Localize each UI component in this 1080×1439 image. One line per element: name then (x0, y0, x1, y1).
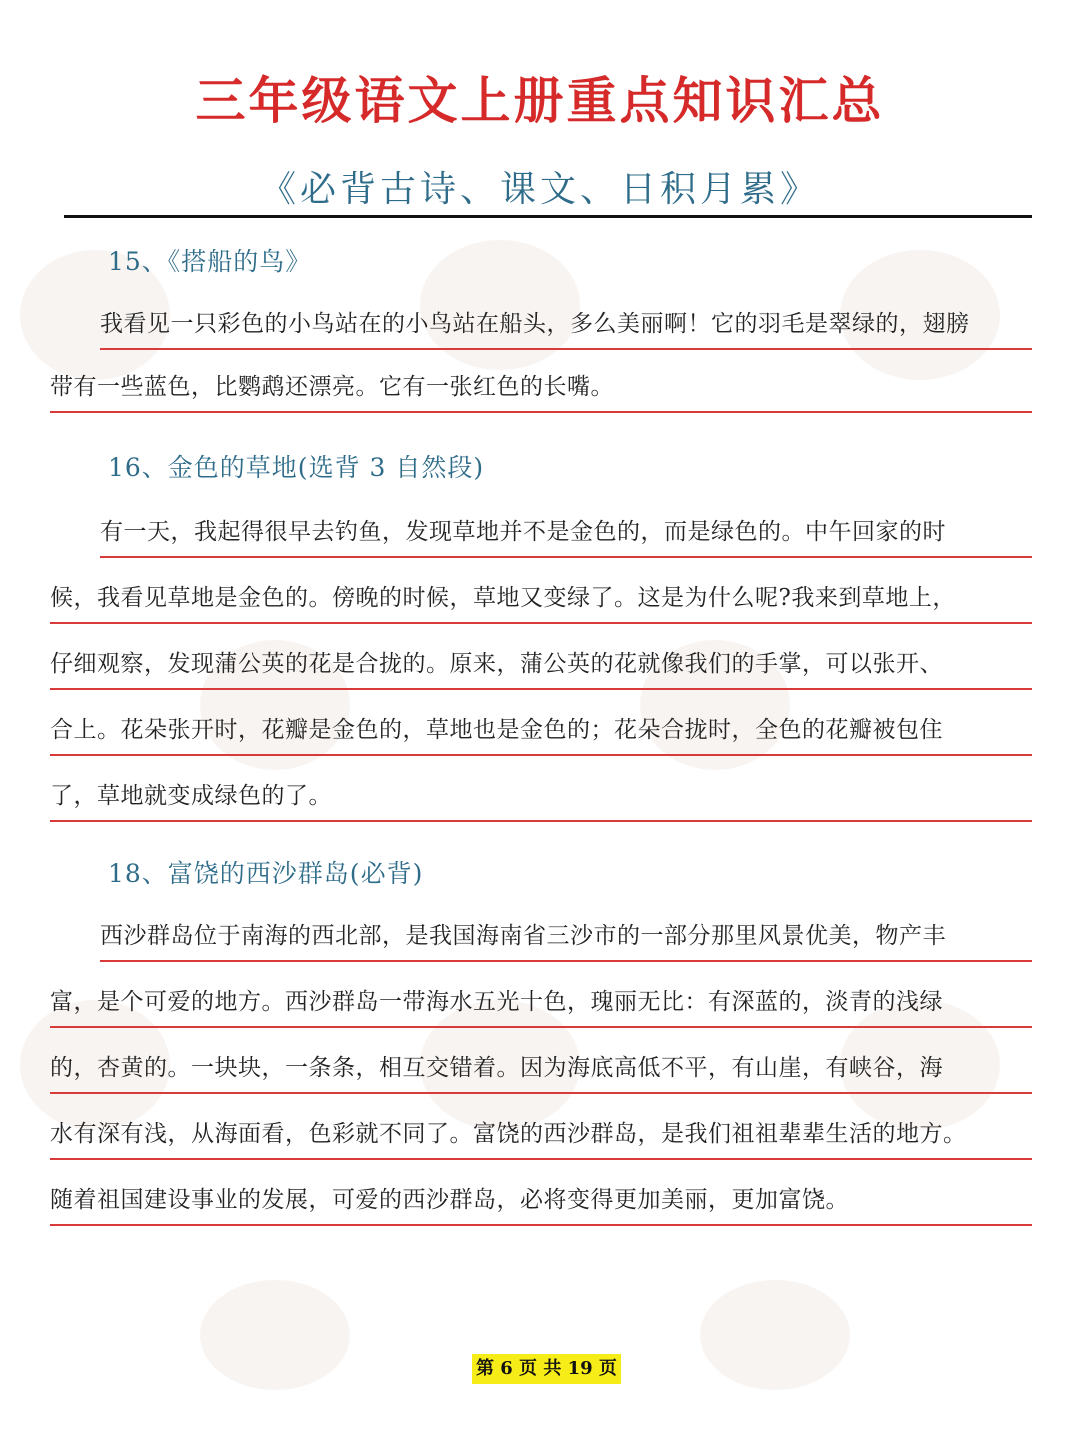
text-line: 有一天，我起得很早去钓鱼，发现草地并不是金色的，而是绿色的。中午回家的时 (100, 508, 1032, 558)
section-heading-18: 18、富饶的西沙群岛(必背) (108, 859, 424, 888)
text-line: 西沙群岛位于南海的西北部，是我国海南省三沙市的一部分那里风景优美，物产丰 (100, 912, 1032, 962)
text-line: 水有深有浅，从海面看，色彩就不同了。富饶的西沙群岛，是我们祖祖辈辈生活的地方。 (50, 1110, 1032, 1160)
watermark-shape (200, 1280, 350, 1390)
section-heading-16: 16、金色的草地(选背 3 自然段) (108, 453, 485, 482)
page-title: 三年级语文上册重点知识汇总 (195, 71, 885, 130)
text-line: 仔细观察，发现蒲公英的花是合拢的。原来，蒲公英的花就像我们的手掌，可以张开、 (50, 640, 1032, 690)
watermark-shape (700, 1280, 850, 1390)
text-line: 随着祖国建设事业的发展，可爱的西沙群岛，必将变得更加美丽，更加富饶。 (50, 1176, 1032, 1226)
text-line: 带有一些蓝色，比鹦鹉还漂亮。它有一张红色的长嘴。 (50, 363, 1032, 413)
page-number: 第 6 页 共 19 页 (472, 1354, 621, 1384)
text-line: 我看见一只彩色的小鸟站在的小鸟站在船头，多么美丽啊！它的羽毛是翠绿的，翅膀 (100, 300, 1032, 350)
text-line: 的，杏黄的。一块块，一条条，相互交错着。因为海底高低不平，有山崖，有峡谷，海 (50, 1044, 1032, 1094)
text-line: 富，是个可爱的地方。西沙群岛一带海水五光十色，瑰丽无比：有深蓝的，淡青的浅绿 (50, 978, 1032, 1028)
text-line: 了，草地就变成绿色的了。 (50, 772, 1032, 822)
section-heading-15: 15、《搭船的鸟》 (108, 247, 312, 276)
page-subtitle: 《必背古诗、课文、日积月累》 (259, 169, 820, 210)
title-divider (64, 215, 1032, 218)
text-line: 合上。花朵张开时，花瓣是金色的，草地也是金色的；花朵合拢时，全色的花瓣被包住 (50, 706, 1032, 756)
text-line: 候，我看见草地是金色的。傍晚的时候，草地又变绿了。这是为什么呢?我来到草地上， (50, 574, 1032, 624)
